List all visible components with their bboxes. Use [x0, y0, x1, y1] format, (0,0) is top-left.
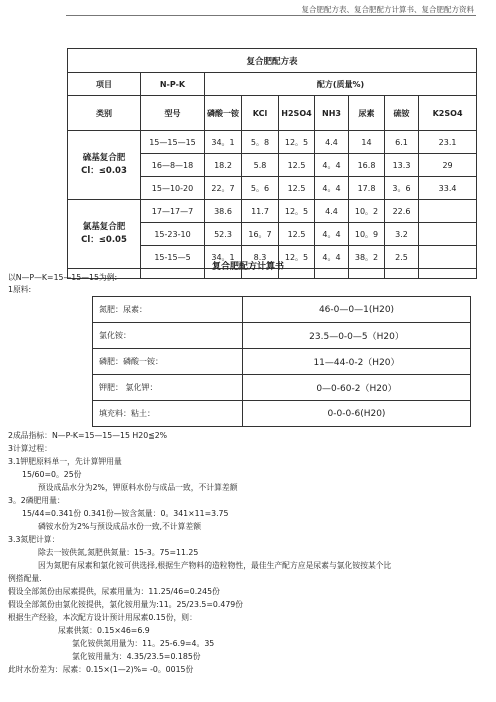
header-divider — [66, 15, 476, 16]
page-header: 复合肥配方表、复合肥配方计算书、复合肥配方资料 — [301, 5, 474, 14]
col-category: 类别 — [68, 96, 141, 131]
value-cell: 22。7 — [205, 177, 242, 200]
value-cell: 3.2 — [385, 223, 419, 246]
table-row — [93, 375, 471, 401]
calc-line: 磷铵水份为2%与预设成品水份一致,不计算差额 — [38, 522, 201, 531]
value-cell — [419, 223, 477, 246]
calc-line: 15/44=0.341份 0.341份—铵含氮量：0。341×11=3.75 — [22, 509, 229, 518]
model-cell: 16—8—18 — [141, 154, 205, 177]
calc-line: 因为氮肥有尿素和氯化铵可供选择,根据生产物料的造粒物性，最佳生产配方应是尿素与氯化铵按某个比 — [38, 561, 392, 570]
calc-title: 复合肥配方计算书 — [211, 262, 284, 272]
value-cell: 12.5 — [279, 154, 315, 177]
calc-line: 15/60=0。25份 — [22, 470, 82, 479]
raw-label: 填充料：粘土： — [93, 401, 243, 427]
value-cell: 4.4 — [315, 200, 349, 223]
value-cell: 10。2 — [349, 200, 385, 223]
category-name: 氯基复合肥 — [82, 222, 126, 232]
model-cell: 15—10-20 — [141, 177, 205, 200]
calc-line: 根据生产经验，本次配方设计预计用尿素0.15份，则： — [8, 613, 197, 622]
value-cell: 14 — [349, 131, 385, 154]
value-cell: 12.5 — [279, 223, 315, 246]
raw-label: 磷肥：磷酸一铵： — [93, 349, 243, 375]
value-cell: 2.5 — [385, 246, 419, 269]
calc-line: 3.1钾肥原料单一，先计算钾用量 — [8, 457, 122, 466]
material-header: 尿素 — [349, 96, 385, 131]
value-cell: 4。4 — [315, 223, 349, 246]
raw-label: 钾肥： 氯化钾： — [93, 375, 243, 401]
col-formula: 配方(质量%) — [205, 73, 477, 96]
value-cell: 38.6 — [205, 200, 242, 223]
value-cell: 22.6 — [385, 200, 419, 223]
col-item: 项目 — [68, 73, 141, 96]
calc-line: 氯化铵供氮用量为：11。25-6.9=4。35 — [72, 639, 215, 648]
value-cell: 12。5 — [279, 200, 315, 223]
calc-line: 此时水份差为：尿素：0.15×(1—2)%= -0。0015份 — [8, 665, 194, 674]
value-cell: 23.1 — [419, 131, 477, 154]
table-row — [68, 200, 477, 223]
calc-line: 假设全部氮份由氯化铵提供，氯化铵用量为:11。25/23.5=0.479份 — [8, 600, 244, 609]
material-header: 硫铵 — [385, 96, 419, 131]
col-model: 型号 — [141, 96, 205, 131]
col-npk: N-P-K — [141, 73, 205, 96]
table-row — [93, 323, 471, 349]
table-title: 复合肥配方表 — [68, 49, 477, 73]
value-cell: 16。7 — [242, 223, 279, 246]
calc-line: 例搭配量. — [8, 574, 42, 583]
raw-value: 0—0-60-2（H20） — [243, 375, 471, 401]
category-cl: Cl：≤0.03 — [81, 166, 127, 176]
value-cell: 34。1 — [205, 131, 242, 154]
value-cell: 12。5 — [279, 131, 315, 154]
calc-line: 预设成品水分为2%，钾原料水份与成品一致，不计算差额 — [38, 483, 238, 492]
value-cell: 4。4 — [315, 246, 349, 269]
category-cell — [68, 131, 141, 200]
value-cell: 38。2 — [349, 246, 385, 269]
table-row — [93, 349, 471, 375]
value-cell: 6.1 — [385, 131, 419, 154]
table-row — [68, 131, 477, 154]
value-cell: 5。8 — [242, 131, 279, 154]
raw-label: 氮肥：尿素： — [93, 297, 243, 323]
calc-line: 氯化铵用量为：4.35/23.5=0.185份 — [72, 652, 201, 661]
material-header: K2SO4 — [419, 96, 477, 131]
material-header: H2SO4 — [279, 96, 315, 131]
value-cell: 5。6 — [242, 177, 279, 200]
raw-materials-table — [92, 296, 471, 427]
calc-line: 3。2磷肥用量： — [8, 496, 65, 505]
calc-line: 3计算过程： — [8, 444, 52, 453]
value-cell: 34。1 — [205, 246, 242, 269]
value-cell: 12.5 — [279, 177, 315, 200]
value-cell: 11.7 — [242, 200, 279, 223]
raw-value: 11—44-0-2（H20） — [243, 349, 471, 375]
calc-line: 尿素供氮：0.15×46=6.9 — [58, 626, 150, 635]
value-cell: 8.3 — [242, 246, 279, 269]
value-cell: 52.3 — [205, 223, 242, 246]
calc-line: 假设全部氮份由尿素提供，尿素用量为：11.25/46=0.245份 — [8, 587, 220, 596]
value-cell: 4.4 — [315, 131, 349, 154]
table-row — [93, 297, 471, 323]
value-cell: 4。4 — [315, 154, 349, 177]
material-header: 磷酸一铵 — [205, 96, 242, 131]
raw-value: 0-0-0-6(H20) — [243, 401, 471, 427]
value-cell — [419, 200, 477, 223]
value-cell: 13.3 — [385, 154, 419, 177]
calc-line: 3.3氮肥计算： — [8, 535, 60, 544]
raw-label: 氯化铵： — [93, 323, 243, 349]
value-cell: 17.8 — [349, 177, 385, 200]
category-cl: Cl：≤0.05 — [81, 235, 127, 245]
calc-line: 2成品指标：N—P-K=15—15—15 H20≦2% — [8, 431, 168, 440]
value-cell: 10。9 — [349, 223, 385, 246]
value-cell: 12。5 — [279, 246, 315, 269]
calc-example: 以N—P—K=15—15—15为例: — [8, 273, 118, 282]
category-name: 硫基复合肥 — [82, 153, 126, 163]
model-cell: 15-15—5 — [141, 246, 205, 269]
section-raw-materials: 1原料: — [8, 285, 32, 294]
model-cell: 15-23-10 — [141, 223, 205, 246]
material-header: KCl — [242, 96, 279, 131]
model-cell: 17—17—7 — [141, 200, 205, 223]
calc-line: 除去一铵供氮,氮肥供氮量：15-3。75=11.25 — [38, 548, 199, 557]
table-row — [93, 401, 471, 427]
raw-value: 23.5—0-0—5（H20） — [243, 323, 471, 349]
value-cell: 29 — [419, 154, 477, 177]
value-cell: 3。6 — [385, 177, 419, 200]
raw-value: 46-0—0—1(H20) — [243, 297, 471, 323]
value-cell: 5.8 — [242, 154, 279, 177]
value-cell: 4。4 — [315, 177, 349, 200]
value-cell: 33.4 — [419, 177, 477, 200]
formula-table — [67, 48, 477, 279]
value-cell: 18.2 — [205, 154, 242, 177]
value-cell: 16.8 — [349, 154, 385, 177]
model-cell: 15—15—15 — [141, 131, 205, 154]
material-header: NH3 — [315, 96, 349, 131]
